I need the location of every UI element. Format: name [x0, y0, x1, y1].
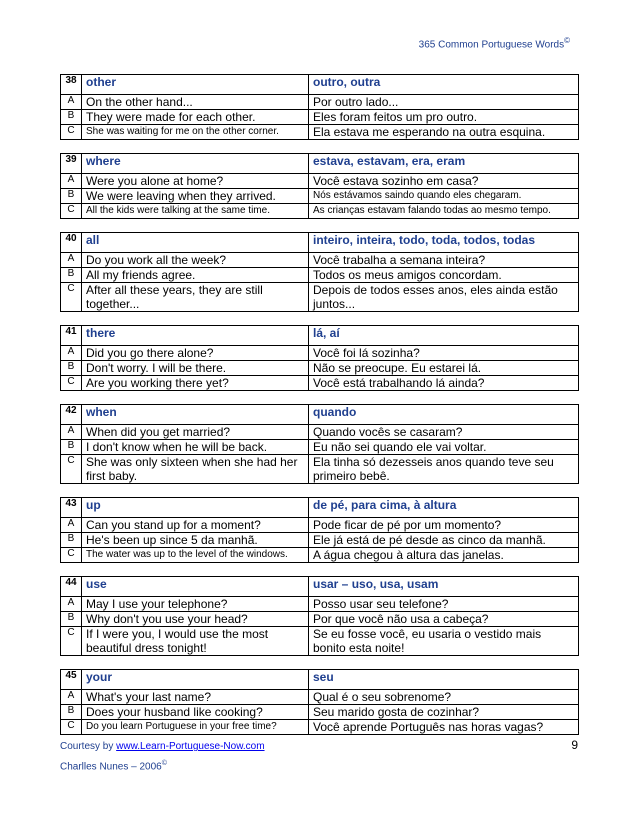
example-row: [61, 425, 579, 440]
portuguese-sentence: Seu marido gosta de cozinhar?: [309, 705, 579, 720]
english-sentence: He's been up since 5 da manhã.: [82, 533, 309, 548]
portuguese-word: estava, estavam, era, eram: [309, 154, 579, 174]
example-row: [61, 720, 579, 735]
example-row: [61, 361, 579, 376]
example-letter: A: [61, 346, 82, 361]
example-letter: B: [61, 361, 82, 376]
english-sentence: On the other hand...: [82, 95, 309, 110]
portuguese-sentence: Você trabalha a semana inteira?: [309, 253, 579, 268]
example-row: [61, 597, 579, 612]
portuguese-sentence: A água chegou à altura das janelas.: [309, 548, 579, 563]
word-entry: [60, 404, 579, 484]
entry-header-row: [61, 326, 579, 346]
portuguese-word: usar – uso, usa, usam: [309, 577, 579, 597]
english-sentence: All the kids were talking at the same time.: [82, 204, 309, 219]
portuguese-sentence: Por outro lado...: [309, 95, 579, 110]
english-sentence: She was only sixteen when she had her first baby.: [82, 455, 309, 484]
example-row: [61, 253, 579, 268]
portuguese-sentence: Quando vocês se casaram?: [309, 425, 579, 440]
example-row: [61, 174, 579, 189]
portuguese-word: seu: [309, 670, 579, 690]
entry-header-row: [61, 498, 579, 518]
english-sentence: Can you stand up for a moment?: [82, 518, 309, 533]
english-word: when: [82, 405, 309, 425]
word-entry: [60, 153, 579, 219]
entry-header-row: [61, 577, 579, 597]
word-entry: [60, 74, 579, 140]
portuguese-sentence: Depois de todos esses anos, eles ainda estão juntos...: [309, 283, 579, 312]
portuguese-sentence: Eles foram feitos um pro outro.: [309, 110, 579, 125]
portuguese-word: outro, outra: [309, 75, 579, 95]
portuguese-sentence: Eu não sei quando ele vai voltar.: [309, 440, 579, 455]
example-letter: B: [61, 705, 82, 720]
footer-author: Charlles Nunes – 2006: [60, 761, 162, 773]
example-letter: B: [61, 189, 82, 204]
header-title: 365 Common Portuguese Words: [418, 39, 565, 51]
example-row: [61, 548, 579, 563]
example-letter: A: [61, 597, 82, 612]
word-entry: [60, 232, 579, 312]
portuguese-sentence: Ela estava me esperando na outra esquina.: [309, 125, 579, 140]
english-sentence: The water was up to the level of the windows.: [82, 548, 309, 563]
example-letter: A: [61, 690, 82, 705]
english-sentence: Does your husband like cooking?: [82, 705, 309, 720]
example-letter: B: [61, 612, 82, 627]
entry-number: 41: [61, 326, 82, 346]
portuguese-word: inteiro, inteira, todo, toda, todos, todas: [309, 233, 579, 253]
english-sentence: I don't know when he will be back.: [82, 440, 309, 455]
portuguese-sentence: Você estava sozinho em casa?: [309, 174, 579, 189]
example-row: [61, 533, 579, 548]
english-word: your: [82, 670, 309, 690]
portuguese-sentence: Ele já está de pé desde as cinco da manhã.: [309, 533, 579, 548]
portuguese-sentence: Você foi lá sozinha?: [309, 346, 579, 361]
example-letter: A: [61, 253, 82, 268]
word-entry: [60, 576, 579, 656]
example-row: [61, 189, 579, 204]
portuguese-sentence: Ela tinha só dezesseis anos quando teve seu primeiro bebê.: [309, 455, 579, 484]
example-letter: C: [61, 720, 82, 735]
english-sentence: May I use your telephone?: [82, 597, 309, 612]
example-row: [61, 627, 579, 656]
example-letter: A: [61, 174, 82, 189]
english-sentence: Do you learn Portuguese in your free time?: [82, 720, 309, 735]
example-letter: B: [61, 268, 82, 283]
example-row: [61, 283, 579, 312]
portuguese-sentence: Não se preocupe. Eu estarei lá.: [309, 361, 579, 376]
english-sentence: Why don't you use your head?: [82, 612, 309, 627]
example-row: [61, 204, 579, 219]
example-row: [61, 268, 579, 283]
example-letter: C: [61, 204, 82, 219]
english-sentence: Don't worry. I will be there.: [82, 361, 309, 376]
entry-number: 42: [61, 405, 82, 425]
example-row: [61, 518, 579, 533]
portuguese-sentence: Por que você não usa a cabeça?: [309, 612, 579, 627]
footer-link[interactable]: www.Learn-Portuguese-Now.com: [116, 741, 265, 752]
entry-header-row: [61, 405, 579, 425]
english-sentence: All my friends agree.: [82, 268, 309, 283]
example-letter: A: [61, 518, 82, 533]
english-sentence: Do you work all the week?: [82, 253, 309, 268]
example-row: [61, 690, 579, 705]
english-sentence: Did you go there alone?: [82, 346, 309, 361]
entry-number: 40: [61, 233, 82, 253]
copyright-icon: ©: [564, 36, 570, 45]
entry-header-row: [61, 75, 579, 95]
portuguese-sentence: As crianças estavam falando todas ao mesmo tempo.: [309, 204, 579, 219]
example-row: [61, 376, 579, 391]
example-row: [61, 125, 579, 140]
footer: [60, 738, 265, 775]
page-header: [419, 36, 570, 50]
english-sentence: She was waiting for me on the other corner.: [82, 125, 309, 140]
example-letter: C: [61, 627, 82, 656]
english-word: where: [82, 154, 309, 174]
english-sentence: After all these years, they are still together...: [82, 283, 309, 312]
example-letter: A: [61, 425, 82, 440]
entry-number: 43: [61, 498, 82, 518]
portuguese-sentence: Você está trabalhando lá ainda?: [309, 376, 579, 391]
portuguese-word: lá, aí: [309, 326, 579, 346]
footer-author-line: [60, 755, 265, 775]
example-letter: C: [61, 376, 82, 391]
entry-number: 45: [61, 670, 82, 690]
example-letter: C: [61, 283, 82, 312]
portuguese-word: quando: [309, 405, 579, 425]
portuguese-sentence: Qual é o seu sobrenome?: [309, 690, 579, 705]
portuguese-sentence: Todos os meus amigos concordam.: [309, 268, 579, 283]
word-entry: [60, 669, 579, 735]
example-row: [61, 440, 579, 455]
example-letter: A: [61, 95, 82, 110]
example-letter: C: [61, 455, 82, 484]
english-sentence: Were you alone at home?: [82, 174, 309, 189]
english-word: up: [82, 498, 309, 518]
footer-courtesy-line: [60, 738, 265, 755]
word-entry: [60, 325, 579, 391]
english-word: there: [82, 326, 309, 346]
example-row: [61, 346, 579, 361]
example-row: [61, 455, 579, 484]
english-sentence: If I were you, I would use the most beautiful dress tonight!: [82, 627, 309, 656]
english-sentence: We were leaving when they arrived.: [82, 189, 309, 204]
portuguese-sentence: Posso usar seu telefone?: [309, 597, 579, 612]
entry-number: 44: [61, 577, 82, 597]
entry-number: 38: [61, 75, 82, 95]
portuguese-sentence: Nós estávamos saindo quando eles chegaram.: [309, 189, 579, 204]
copyright-icon: ©: [161, 760, 167, 767]
portuguese-sentence: Se eu fosse você, eu usaria o vestido mais bonito esta noite!: [309, 627, 579, 656]
portuguese-sentence: Pode ficar de pé por um momento?: [309, 518, 579, 533]
example-row: [61, 705, 579, 720]
example-row: [61, 612, 579, 627]
example-letter: C: [61, 548, 82, 563]
english-sentence: What's your last name?: [82, 690, 309, 705]
example-letter: B: [61, 110, 82, 125]
english-sentence: When did you get married?: [82, 425, 309, 440]
portuguese-sentence: Você aprende Português nas horas vagas?: [309, 720, 579, 735]
entry-number: 39: [61, 154, 82, 174]
page-number: 9: [571, 738, 578, 752]
entry-header-row: [61, 233, 579, 253]
example-row: [61, 110, 579, 125]
entry-header-row: [61, 154, 579, 174]
english-sentence: They were made for each other.: [82, 110, 309, 125]
vocabulary-list: [60, 74, 578, 748]
footer-courtesy: Courtesy by: [60, 741, 114, 752]
entry-header-row: [61, 670, 579, 690]
english-sentence: Are you working there yet?: [82, 376, 309, 391]
english-word: all: [82, 233, 309, 253]
example-row: [61, 95, 579, 110]
word-entry: [60, 497, 579, 563]
example-letter: B: [61, 533, 82, 548]
portuguese-word: de pé, para cima, à altura: [309, 498, 579, 518]
example-letter: C: [61, 125, 82, 140]
example-letter: B: [61, 440, 82, 455]
english-word: use: [82, 577, 309, 597]
english-word: other: [82, 75, 309, 95]
